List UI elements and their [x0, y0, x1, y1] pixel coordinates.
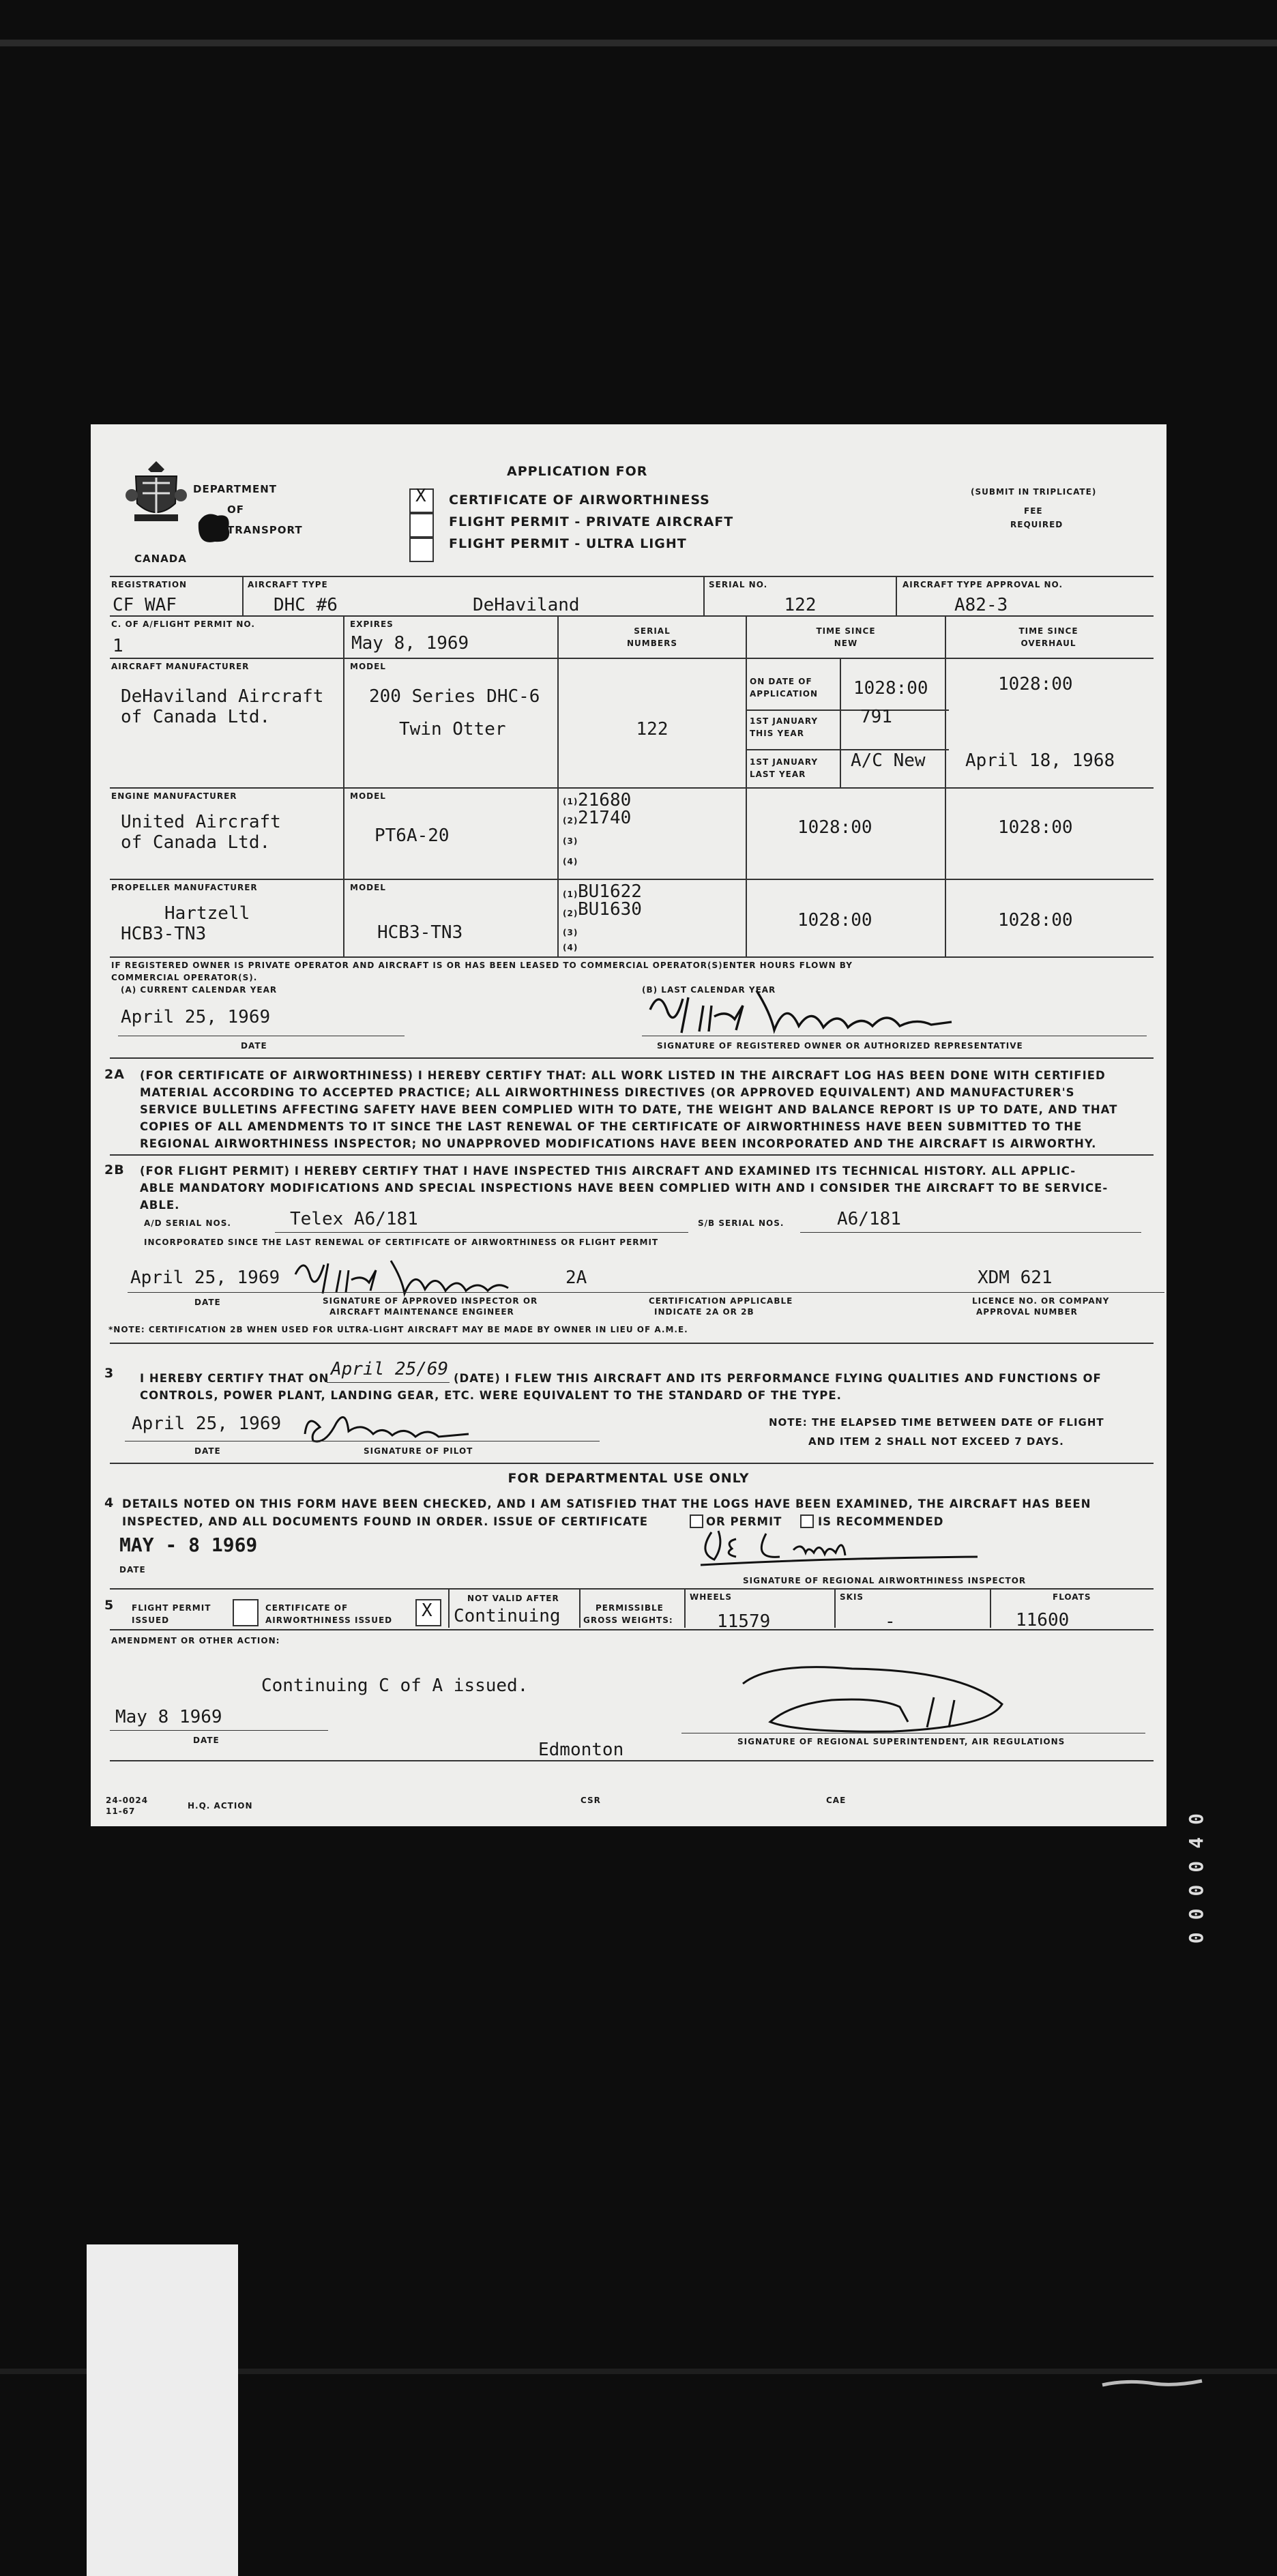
option-checkbox-coa[interactable]: X — [409, 488, 434, 513]
row1-time-new: 1028:00 — [853, 678, 928, 699]
dept-date-label: DATE — [119, 1565, 146, 1575]
rule — [110, 1588, 1154, 1590]
aircraft-model-2: Twin Otter — [399, 719, 506, 740]
rule — [110, 615, 1154, 617]
engine-manufacturer-2: of Canada Ltd. — [121, 832, 271, 853]
cert-3-line2: CONTROLS, POWER PLANT, LANDING GEAR, ETC. WERE EQUIVALENT TO THE STANDARD OF THE TYPE. — [140, 1389, 842, 1402]
owner-date: April 25, 1969 — [121, 1007, 271, 1027]
dept-stamp-date: MAY - 8 1969 — [119, 1534, 258, 1556]
ad-serial-label: A/D SERIAL NOS. — [144, 1218, 231, 1228]
or-permit-label: OR PERMIT — [706, 1515, 782, 1528]
wheels-label: WHEELS — [690, 1592, 732, 1602]
rule — [945, 615, 946, 956]
rule — [834, 1590, 836, 1628]
option-checkbox-private[interactable] — [409, 513, 434, 538]
pilot-signature — [298, 1407, 475, 1448]
rule — [110, 787, 1154, 789]
propeller-model: HCB3-TN3 — [377, 922, 463, 943]
engine-model-label: MODEL — [350, 791, 386, 801]
propeller-serial-value: BU1622 — [578, 881, 642, 902]
rule — [343, 615, 344, 956]
ame-date-label: DATE — [194, 1298, 221, 1307]
row3-label2: LAST YEAR — [750, 770, 806, 779]
aircraft-model-1: 200 Series DHC-6 — [369, 686, 540, 707]
hq-action-label: H.Q. ACTION — [188, 1801, 253, 1811]
cert-3-number: 3 — [104, 1366, 115, 1381]
rule — [110, 576, 1154, 577]
amend-label: AMENDMENT OR OTHER ACTION: — [111, 1636, 280, 1645]
dept-line2: OF — [227, 503, 244, 516]
propeller-time-new: 1028:00 — [797, 910, 872, 931]
licence-value: XDM 621 — [978, 1268, 1053, 1288]
time-new-label2: NEW — [834, 639, 858, 648]
licence-label2: APPROVAL NUMBER — [976, 1307, 1078, 1317]
propeller-model-label: MODEL — [350, 883, 386, 892]
rule — [746, 709, 949, 711]
engine-serial-num: (2) — [563, 816, 578, 825]
engine-serial-value: 21740 — [578, 808, 632, 828]
rule — [110, 1343, 1154, 1344]
aircraft-type-model: DHC #6 — [274, 595, 338, 615]
cert-applicable-value: 2A — [566, 1268, 587, 1288]
time-overhaul-label2: OVERHAUL — [1021, 639, 1076, 648]
leased-line2: COMMERCIAL OPERATOR(S). — [111, 973, 258, 982]
option-label-private: FLIGHT PERMIT - PRIVATE AIRCRAFT — [449, 514, 734, 529]
option-checkbox-ultralight[interactable] — [409, 538, 434, 562]
rule — [110, 1760, 1154, 1761]
floats-value: 11600 — [1016, 1610, 1070, 1630]
engine-serial-value: 21680 — [578, 790, 632, 810]
ame-sig-label2: AIRCRAFT MAINTENANCE ENGINEER — [329, 1307, 514, 1317]
canada-label: CANADA — [134, 553, 187, 565]
rule — [110, 658, 1154, 659]
licence-label1: LICENCE NO. OR COMPANY — [972, 1296, 1110, 1306]
engine-time-overhaul: 1028:00 — [998, 817, 1073, 838]
aircraft-model-label: MODEL — [350, 662, 386, 671]
cert-2b-line: ABLE MANDATORY MODIFICATIONS AND SPECIAL INSPECTIONS HAVE BEEN COMPLIED WITH AND I CONSIDER THE AIRCRAFT TO BE SERVICE- — [140, 1182, 1109, 1195]
row1-label1: ON DATE OF — [750, 677, 812, 686]
ad-serial-value: Telex A6/181 — [290, 1209, 418, 1229]
cert-2b-number: 2B — [104, 1162, 125, 1177]
propeller-serial-num: (2) — [563, 909, 578, 918]
incorporated-label: INCORPORATED SINCE THE LAST RENEWAL OF CERTIFICATE OF AIRWORTHINESS OR FLIGHT PERMIT — [144, 1238, 659, 1247]
coa-issued-checkbox[interactable] — [415, 1599, 441, 1626]
aircraft-manufacturer-1: DeHaviland Aircraft — [121, 686, 324, 707]
expires-value: May 8, 1969 — [351, 633, 469, 654]
flight-permit-label1: FLIGHT PERMIT — [132, 1603, 211, 1613]
serial-numbers-label2: NUMBERS — [627, 639, 677, 648]
cert-3-handwritten-date: April 25/69 — [331, 1359, 449, 1379]
cert-2b-line: ABLE. — [140, 1199, 180, 1212]
aircraft-type-make: DeHaviland — [473, 595, 580, 615]
pilot-sig-label: SIGNATURE OF PILOT — [364, 1446, 473, 1456]
dept-heading: FOR DEPARTMENTAL USE ONLY — [508, 1471, 750, 1486]
propeller-serial-num: (3) — [563, 928, 578, 937]
not-valid-label: NOT VALID AFTER — [467, 1594, 559, 1603]
dept-line2: INSPECTED, AND ALL DOCUMENTS FOUND IN ORDER. ISSUE OF CERTIFICATE — [122, 1515, 648, 1528]
expires-label: EXPIRES — [350, 619, 394, 629]
cert-3-line1a: I HEREBY CERTIFY THAT ON — [140, 1372, 329, 1385]
fee-line1: FEE — [1024, 506, 1043, 516]
aircraft-serial: 122 — [636, 719, 669, 740]
frame-number: 000040 — [1185, 1801, 1207, 1944]
cert-3-note1: NOTE: THE ELAPSED TIME BETWEEN DATE OF FLIGHT — [769, 1416, 1104, 1429]
amend-text: Continuing C of A issued. — [261, 1675, 529, 1696]
submit-note: (SUBMIT IN TRIPLICATE) — [971, 487, 1097, 497]
approval-label: AIRCRAFT TYPE APPROVAL NO. — [902, 580, 1063, 589]
row2-label1: 1ST JANUARY — [750, 716, 819, 726]
propeller-manufacturer-2: HCB3-TN3 — [121, 924, 207, 944]
flight-permit-issued-checkbox[interactable] — [233, 1599, 259, 1626]
gross-label1: PERMISSIBLE — [596, 1603, 664, 1613]
propeller-serial-num: (1) — [563, 890, 578, 899]
cert-applicable-label2: INDICATE 2A OR 2B — [654, 1307, 754, 1317]
option-label-coa: CERTIFICATE OF AIRWORTHINESS — [449, 493, 710, 508]
rule — [896, 576, 897, 617]
row3-time-new: A/C New — [851, 750, 926, 771]
owner-sig-label: SIGNATURE OF REGISTERED OWNER OR AUTHORIZED REPRESENTATIVE — [657, 1041, 1023, 1051]
engine-serial-num: (1) — [563, 797, 578, 806]
rule — [110, 1730, 328, 1731]
rule — [990, 1590, 991, 1628]
propeller-manufacturer-1: Hartzell — [164, 903, 250, 924]
coa-issued-label2: AIRWORTHINESS ISSUED — [265, 1615, 393, 1625]
propeller-manufacturer-label: PROPELLER MANUFACTURER — [111, 883, 258, 892]
engine-serial-num: (4) — [563, 857, 578, 866]
cert-2a-line: SERVICE BULLETINS AFFECTING SAFETY HAVE BEEN COMPLIED WITH TO DATE, THE WEIGHT AND BALANCE REPORT IS UP TO DATE, AND THAT — [140, 1103, 1118, 1116]
rule — [840, 658, 841, 787]
serial-numbers-label1: SERIAL — [634, 626, 671, 636]
rule — [110, 1463, 1154, 1464]
pilot-date-label: DATE — [194, 1446, 221, 1456]
approval-value: A82-3 — [954, 595, 1008, 615]
superintendent-signature — [729, 1656, 1016, 1738]
cert-2b-note: *NOTE: CERTIFICATION 2B WHEN USED FOR ULTRA-LIGHT AIRCRAFT MAY BE MADE BY OWNER IN LIEU OF A.M.E. — [108, 1325, 688, 1334]
time-new-label1: TIME SINCE — [816, 626, 876, 636]
flight-permit-label2: ISSUED — [132, 1615, 170, 1625]
ame-date: April 25, 1969 — [130, 1268, 280, 1288]
inspector-signature — [691, 1525, 1046, 1573]
inspector-sig-label: SIGNATURE OF REGIONAL AIRWORTHINESS INSPECTOR — [743, 1576, 1027, 1585]
pilot-date: April 25, 1969 — [132, 1414, 282, 1434]
airworthiness-application-form — [91, 424, 1166, 1826]
current-year-label: (A) CURRENT CALENDAR YEAR — [121, 985, 278, 995]
cert-applicable-label1: CERTIFICATION APPLICABLE — [649, 1296, 793, 1306]
canada-coat-of-arms-icon — [122, 456, 190, 531]
rule — [110, 956, 1154, 958]
registration-label: REGISTRATION — [111, 580, 188, 589]
form-number-1: 24-0024 — [106, 1796, 149, 1805]
cert-3-note2: AND ITEM 2 SHALL NOT EXCEED 7 DAYS. — [808, 1435, 1064, 1448]
csr-label: CSR — [581, 1796, 601, 1805]
owner-signature — [641, 985, 961, 1042]
last-year-label: (B) LAST CALENDAR YEAR — [642, 985, 776, 995]
rule — [110, 1154, 1154, 1156]
form-title: APPLICATION FOR — [507, 464, 648, 479]
floats-label: FLOATS — [1053, 1592, 1091, 1602]
owner-date-label: DATE — [241, 1041, 267, 1051]
rule — [746, 615, 747, 956]
coa-issued-label1: CERTIFICATE OF — [265, 1603, 349, 1613]
not-valid-value: Continuing — [454, 1606, 561, 1626]
aircraft-manufacturer-2: of Canada Ltd. — [121, 707, 271, 727]
dept-line1: DEPARTMENT — [193, 483, 277, 495]
engine-time-new: 1028:00 — [797, 817, 872, 838]
dept-line1: DETAILS NOTED ON THIS FORM HAVE BEEN CHECKED, AND I AM SATISFIED THAT THE LOGS HAVE BEEN EXAMINED, THE AIRCRAFT HAS BEEN — [122, 1497, 1091, 1510]
rule — [557, 615, 559, 956]
row2-label2: THIS YEAR — [750, 729, 804, 738]
film-scratch-mark-icon — [1100, 2374, 1209, 2395]
rule — [110, 1057, 1154, 1059]
permit-label: C. OF A/FLIGHT PERMIT NO. — [111, 619, 255, 629]
aircraft-type-label: AIRCRAFT TYPE — [248, 580, 328, 589]
sb-serial-value: A6/181 — [837, 1209, 901, 1229]
skis-value: - — [885, 1611, 896, 1632]
rule — [327, 1382, 450, 1383]
film-edge-top — [0, 40, 1277, 46]
amend-date-label: DATE — [193, 1736, 220, 1745]
engine-serial-num: (3) — [563, 836, 578, 846]
rule — [110, 1629, 1154, 1630]
row1-label2: APPLICATION — [750, 689, 819, 699]
sb-serial-label: S/B SERIAL NOS. — [698, 1218, 784, 1228]
superintendent-sig-label: SIGNATURE OF REGIONAL SUPERINTENDENT, AIR REGULATIONS — [737, 1737, 1066, 1746]
engine-model: PT6A-20 — [375, 825, 450, 846]
rule — [800, 1232, 1141, 1233]
rule — [110, 879, 1154, 880]
cert-3-line1b: (DATE) I FLEW THIS AIRCRAFT AND ITS PERFORMANCE FLYING QUALITIES AND FUNCTIONS OF — [454, 1372, 1102, 1385]
row3-time-overhaul: April 18, 1968 — [965, 750, 1115, 771]
aircraft-manufacturer-label: AIRCRAFT MANUFACTURER — [111, 662, 250, 671]
rule — [128, 1292, 1164, 1293]
ame-signature — [289, 1254, 514, 1302]
serial-value: 122 — [784, 595, 817, 615]
form-number-2: 11-67 — [106, 1806, 136, 1816]
rule — [684, 1590, 686, 1628]
rule — [242, 576, 244, 617]
cert-2b-line: (FOR FLIGHT PERMIT) I HEREBY CERTIFY THAT I HAVE INSPECTED THIS AIRCRAFT AND EXAMINED ITS TECHNICAL HISTORY. ALL APPLIC- — [140, 1165, 1076, 1177]
row2-time-new: 791 — [860, 707, 892, 727]
row3-label1: 1ST JANUARY — [750, 757, 819, 767]
dept-number: 4 — [104, 1495, 115, 1510]
permit-value: 1 — [113, 636, 123, 656]
cert-2a-line: REGIONAL AIRWORTHINESS INSPECTOR; NO UNAPPROVED MODIFICATIONS HAVE BEEN INCORPORATED AND THE AIRCRAFT IS AIRWORTHY. — [140, 1137, 1097, 1150]
serial-label: SERIAL NO. — [709, 580, 768, 589]
cert-2a-line: (FOR CERTIFICATE OF AIRWORTHINESS) I HEREBY CERTIFY THAT: ALL WORK LISTED IN THE AIRCRAFT LOG HAS BEEN DONE WITH CERTIFIED — [140, 1069, 1106, 1082]
rule — [275, 1232, 688, 1233]
row1-time-overhaul: 1028:00 — [998, 674, 1073, 694]
propeller-serial-value: BU1630 — [578, 899, 642, 920]
cert-2a-line: COPIES OF ALL AMENDMENTS TO IT SINCE THE LAST RENEWAL OF THE CERTIFICATE OF AIRWORTHINESS HAVE BEEN SUBMITTED TO THE — [140, 1120, 1083, 1133]
issue-number: 5 — [104, 1598, 115, 1613]
ame-sig-label1: SIGNATURE OF APPROVED INSPECTOR OR — [323, 1296, 538, 1306]
engine-manufacturer-label: ENGINE MANUFACTURER — [111, 791, 237, 801]
option-label-ultralight: FLIGHT PERMIT - ULTRA LIGHT — [449, 536, 687, 551]
propeller-time-overhaul: 1028:00 — [998, 910, 1073, 931]
cae-label: CAE — [826, 1796, 847, 1805]
dept-line3: TRANSPORT — [227, 524, 303, 536]
gross-label2: GROSS WEIGHTS: — [583, 1615, 673, 1625]
rule — [579, 1590, 581, 1628]
film-leader-strip — [87, 2244, 238, 2576]
amend-date: May 8 1969 — [115, 1707, 222, 1727]
cert-2a-line: MATERIAL ACCORDING TO ACCEPTED PRACTICE; ALL AIRWORTHINESS DIRECTIVES (OR APPROVED EQUIVALENT) AND MANUFACTURER'S — [140, 1086, 1075, 1099]
fee-line2: REQUIRED — [1010, 520, 1063, 529]
coa-issued-mark: X — [422, 1600, 432, 1621]
propeller-serial-num: (4) — [563, 943, 578, 952]
rule — [448, 1590, 450, 1628]
cert-2a-number: 2A — [104, 1067, 125, 1082]
time-overhaul-label1: TIME SINCE — [1018, 626, 1078, 636]
registration-value: CF WAF — [113, 595, 177, 615]
is-recommended-label: IS RECOMMENDED — [818, 1515, 944, 1528]
engine-manufacturer-1: United Aircraft — [121, 812, 281, 832]
amend-place: Edmonton — [538, 1740, 624, 1760]
wheels-value: 11579 — [717, 1611, 771, 1632]
leased-line1: IF REGISTERED OWNER IS PRIVATE OPERATOR AND AIRCRAFT IS OR HAS BEEN LEASED TO COMMERCIAL OPERATOR(S)ENTER HOURS FLOWN BY — [111, 961, 853, 970]
skis-label: SKIS — [840, 1592, 864, 1602]
